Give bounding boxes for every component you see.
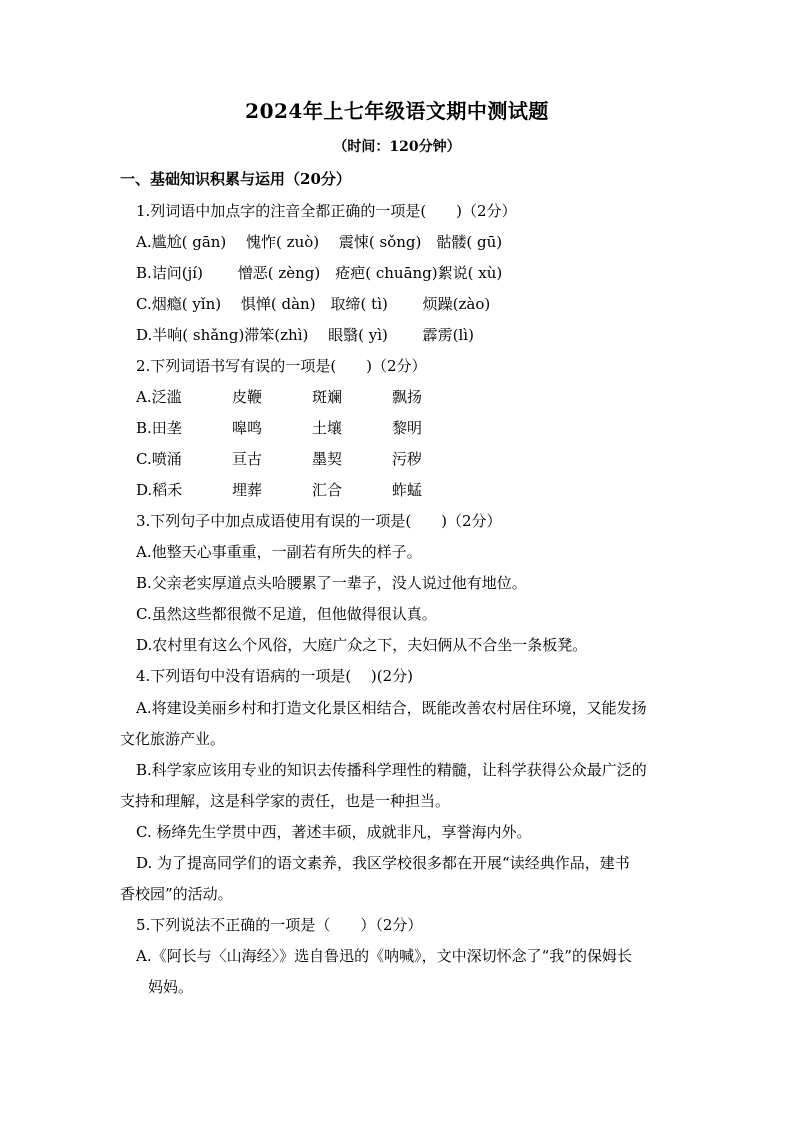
question-1-option-a: A.尴尬( gān) 愧怍( zuò) 震悚( sǒng) 骷髅( gū) [136,233,503,251]
question-5-stem: 5.下列说法不正确的一项是（ ）（2分） [136,916,423,934]
q2-option-a-word-3: 斑斓 [312,388,343,406]
q2-option-b-word-4: 黎明 [392,419,423,437]
question-2-stem: 2.下列词语书写有误的一项是( )（2分） [136,357,427,375]
q2-option-d-word-4: 蚱蜢 [392,481,423,499]
question-4-option-d: D. 为了提高同学们的语文素养，我区学校很多都在开展“读经典作品，建书 [136,854,630,872]
q2-option-c-word-2: 亘古 [232,450,263,468]
q2-option-a-word-2: 皮鞭 [232,388,263,406]
question-1-option-d: D.半响( shǎng)滞笨(zhì) 眼翳( yì) 霹雳(lì) [136,326,474,344]
q2-option-c-word-4: 污秽 [392,450,423,468]
question-4-option-c: C. 杨绛先生学贯中西，著述丰硕，成就非凡，享誉海内外。 [136,823,532,841]
question-4-stem: 4.下列语句中没有语病的一项是( )(2分) [136,667,414,685]
question-1-option-b: B.诘问(jí) 憎恶( zèng) 疮疤( chuāng)絮说( xù) [136,264,503,282]
q2-option-b-word-2: 嗥鸣 [232,419,263,437]
q2-option-d-word-2: 埋葬 [232,481,263,499]
exam-duration: （时间：120分钟） [333,139,461,155]
question-4-option-a-continued: 文化旅游产业。 [120,730,226,748]
q2-option-a-word-1: A.泛滥 [136,388,182,406]
question-4-option-d-continued: 香校园”的活动。 [120,885,233,903]
question-3-option-b: B.父亲老实厚道点头哈腰累了一辈子，没人说过他有地位。 [136,574,527,592]
q2-option-d-word-1: D.稻禾 [136,481,183,499]
question-4-option-a: A.将建设美丽乡村和打造文化景区相结合，既能改善农村居住环境，又能发扬 [136,699,647,717]
question-4-option-b: B.科学家应该用专业的知识去传播科学理性的精髓，让科学获得公众最广泛的 [136,761,647,779]
question-3-option-c: C.虽然这些都很微不足道，但他做得很认真。 [136,605,437,623]
q2-option-d-word-3: 汇合 [312,481,343,499]
question-1-stem: 1.列词语中加点字的注音全都正确的一项是( )（2分） [136,202,517,220]
question-5-option-a-continued: 妈妈。 [148,978,194,996]
question-1-option-c: C.烟瘾( yǐn) 惧惮( dàn) 取缔( tì) 烦躁(zào) [136,295,491,313]
exam-title: 2024年上七年级语文期中测试题 [245,99,549,123]
q2-option-b-word-3: 土壤 [312,419,343,437]
question-5-option-a: A.《阿长与〈山海经〉》选自鲁迅的《呐喊》，文中深切怀念了“我”的保姆长 [136,947,632,965]
question-3-option-a: A.他整天心事重重，一副若有所失的样子。 [136,543,422,561]
q2-option-b-word-1: B.田垄 [136,419,182,437]
question-4-option-b-continued: 支持和理解，这是科学家的责任，也是一种担当。 [120,792,451,810]
q2-option-c-word-3: 墨契 [312,450,343,468]
section-heading: 一、基础知识积累与运用（20分） [120,170,351,188]
q2-option-c-word-1: C.喷涌 [136,450,182,468]
question-3-stem: 3.下列句子中加点成语使用有误的一项是( )（2分） [136,512,502,530]
question-3-option-d: D.农村里有这么个风俗，大庭广众之下，夫妇俩从不合坐一条板凳。 [136,636,588,654]
q2-option-a-word-4: 飘扬 [392,388,423,406]
